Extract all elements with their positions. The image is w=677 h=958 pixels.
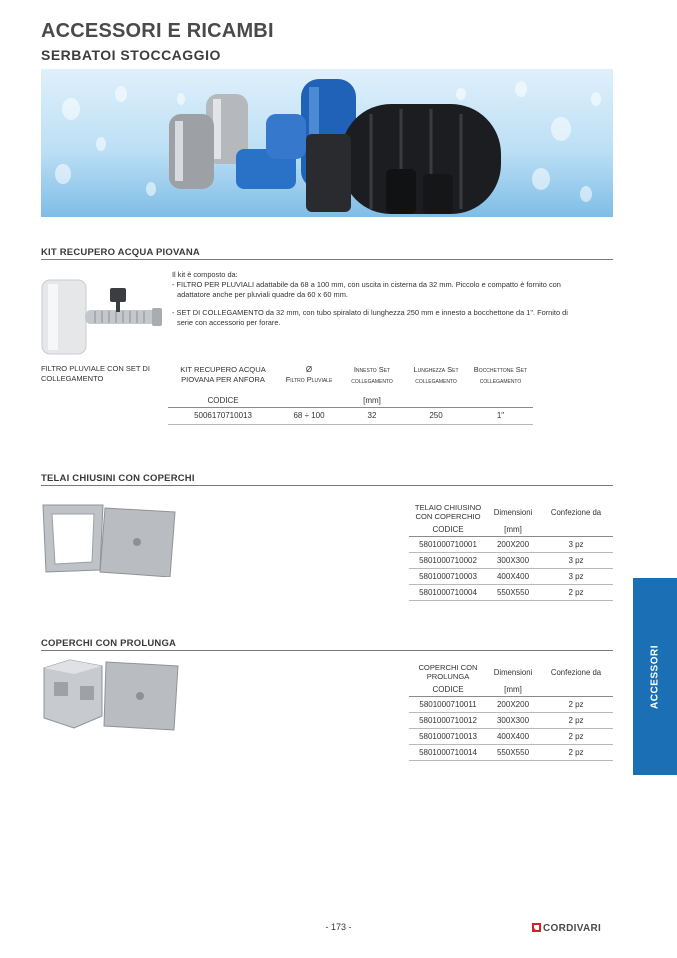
frame-and-cover-image (40, 502, 190, 577)
table-cell: 300X300 (487, 552, 539, 568)
diameter-symbol: Ø (305, 365, 313, 374)
brand-name: CORDIVARI (543, 923, 602, 934)
kit-intro: Il kit è composto da: (172, 270, 238, 279)
table-cell: 3 pz (539, 536, 613, 552)
table-row (409, 696, 613, 712)
table-cell: 550X550 (487, 744, 539, 760)
kit-unit: [mm] (340, 394, 404, 407)
table-row (409, 712, 613, 728)
table-row (409, 536, 613, 552)
section-divider (41, 650, 613, 651)
coperchi-col-dimensioni: Dimensioni (493, 667, 533, 677)
table-cell: 3 pz (539, 552, 613, 568)
table-row (409, 552, 613, 568)
side-tab-label: ACCESSORI (649, 644, 661, 709)
table-cell: 200X200 (487, 536, 539, 552)
kit-col-lunghezza: Lunghezza Set collegamento (413, 365, 459, 385)
table-cell: 5801000710012 (409, 712, 487, 728)
cordivari-logo-icon (532, 923, 541, 932)
kit-col-bocchettone: Bocchettone Set collegamento (473, 365, 528, 385)
table-cell: 5801000710011 (409, 696, 487, 712)
telai-col-dimensioni: Dimensioni (493, 507, 533, 517)
coperchi-unit: [mm] (487, 684, 539, 696)
table-cell: 2 pz (539, 744, 613, 760)
table-row (409, 568, 613, 584)
table-row (409, 728, 613, 744)
table-cell: 400X400 (487, 568, 539, 584)
table-cell: 250 (404, 407, 468, 424)
kit-col-product: KIT RECUPERO ACQUA PIOVANA PER ANFORA (180, 365, 266, 384)
table-cell: 5006170710013 (168, 407, 278, 424)
telai-col-confezione: Confezione da (550, 507, 602, 517)
section-title-telai: TELAI CHIUSINI CON COPERCHI (41, 473, 195, 484)
section-divider (41, 485, 613, 486)
table-cell: 200X200 (487, 696, 539, 712)
table-cell: 5801000710004 (409, 584, 487, 600)
kit-item-set: - SET DI COLLEGAMENTO da 32 mm, con tubo spiralato di lunghezza 250 mm e innesto a bocchettone da 1". Fornito di (172, 308, 568, 317)
brand-logo (532, 923, 601, 934)
table-cell: 550X550 (487, 584, 539, 600)
table-cell: 2 pz (539, 696, 613, 712)
coperchi-col-confezione: Confezione da (550, 667, 602, 677)
telai-col-product: TELAIO CHIUSINO CON COPERCHIO (414, 502, 482, 521)
coperchi-spec-table (409, 660, 613, 761)
kit-item-filter-cont: adattatore anche per pluviali quadre da 60 x 60 mm. (177, 290, 348, 299)
table-cell: 400X400 (487, 728, 539, 744)
telai-unit: [mm] (487, 524, 539, 536)
table-cell: 3 pz (539, 568, 613, 584)
table-cell: 2 pz (539, 712, 613, 728)
page-subtitle: SERBATOI STOCCAGGIO (41, 47, 221, 63)
coperchi-codice-header: CODICE (409, 684, 487, 696)
kit-col-filter (278, 356, 340, 394)
telai-spec-table (409, 500, 613, 601)
kit-image-caption: FILTRO PLUVIALE CON SET DI COLLEGAMENTO (41, 364, 150, 383)
page-number: - 173 - (325, 922, 352, 932)
rain-filter-image (40, 278, 165, 358)
table-cell: 1" (468, 407, 533, 424)
table-cell: 2 pz (539, 584, 613, 600)
telai-codice-header: CODICE (409, 524, 487, 536)
kit-item-set-cont: serie con accessorio per forare. (177, 318, 281, 327)
table-cell: 300X300 (487, 712, 539, 728)
table-cell: 32 (340, 407, 404, 424)
kit-codice-header: CODICE (168, 394, 278, 407)
kit-description (172, 270, 614, 328)
table-cell: 5801000710002 (409, 552, 487, 568)
section-title-kit: KIT RECUPERO ACQUA PIOVANA (41, 247, 200, 258)
table-cell: 2 pz (539, 728, 613, 744)
section-divider (41, 259, 613, 260)
table-cell: 68 ÷ 100 (278, 407, 340, 424)
kit-item-filter: - FILTRO PER PLUVIALI adattabile da 68 a 100 mm, con uscita in cisterna da 32 mm. Piccolo e compatto è fornito con (172, 280, 561, 289)
table-row (409, 584, 613, 600)
cover-with-extension-image (40, 658, 190, 733)
page-title: ACCESSORI E RICAMBI (41, 20, 274, 42)
storage-tanks-banner-image (41, 69, 613, 217)
table-row (409, 744, 613, 760)
section-title-coperchi: COPERCHI CON PROLUNGA (41, 638, 177, 649)
table-cell: 5801000710013 (409, 728, 487, 744)
table-cell: 5801000710014 (409, 744, 487, 760)
kit-col-innesto: Innesto Set collegamento (351, 365, 393, 385)
kit-spec-table (168, 356, 533, 425)
kit-col-filter-label: Filtro Pluviale (285, 375, 333, 384)
table-cell: 5801000710001 (409, 536, 487, 552)
coperchi-col-product: COPERCHI CON PROLUNGA (418, 662, 478, 681)
table-cell: 5801000710003 (409, 568, 487, 584)
side-tab-accessori[interactable] (633, 578, 677, 775)
